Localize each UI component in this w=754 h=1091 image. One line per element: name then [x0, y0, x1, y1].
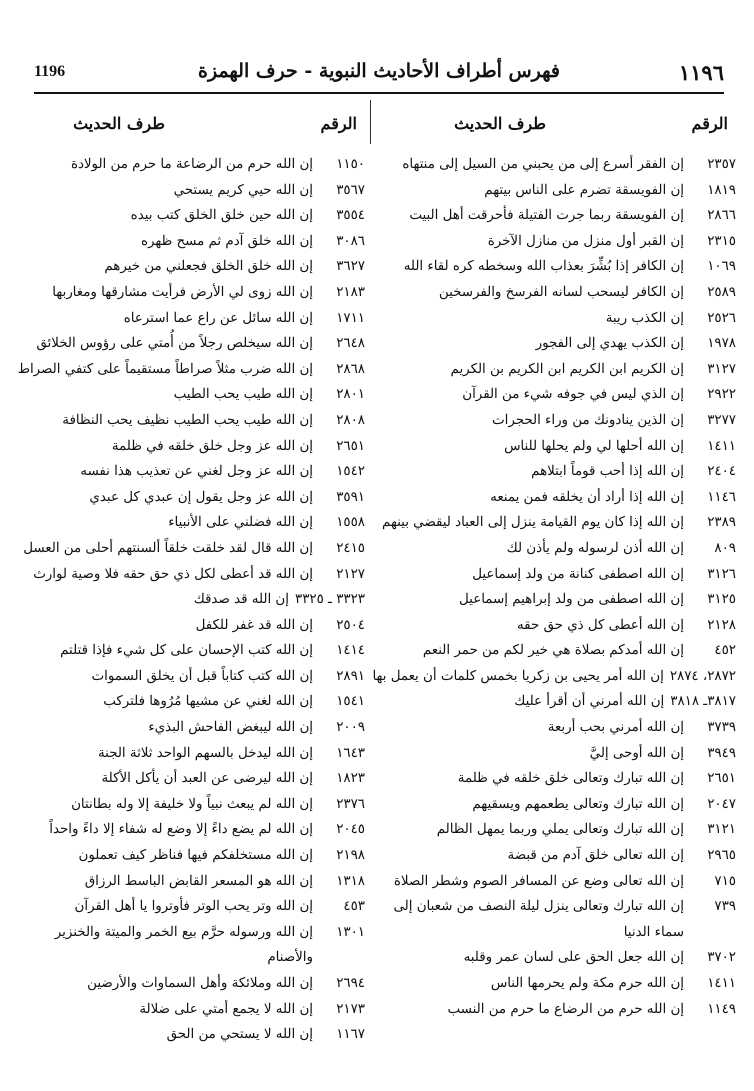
hadith-number: ١٦٤٣ — [336, 745, 365, 761]
hadith-text: إن الله أمرني بحب أربعة — [547, 720, 684, 736]
hadith-entry — [366, 510, 736, 536]
hadith-number: ٢١٢٨ — [707, 617, 736, 633]
hadith-number: ٢٩٢٢ — [707, 387, 736, 403]
hadith-entry — [22, 408, 365, 434]
left-column — [17, 100, 365, 1048]
hadith-entry — [366, 382, 736, 408]
hadith-entry — [366, 485, 736, 511]
hadith-entry — [366, 203, 736, 229]
hadith-entry — [366, 331, 736, 357]
hadith-text: إن الله أحلها لي ولم يحلها للناس — [504, 438, 684, 454]
hadith-text: إن الله لم يضع داءً إلا وضع له شفاء إلا داءً واحداً — [49, 822, 313, 838]
hadith-number: ١٠٦٩ — [707, 259, 736, 275]
hadith-entry — [366, 843, 736, 869]
hadith-entry — [22, 306, 365, 332]
hadith-text: إن الكذب ريبة — [605, 310, 684, 326]
hadith-number: ١٥٤٢ — [336, 464, 365, 480]
hadith-entry — [366, 613, 736, 639]
hadith-number: ٣٩٤٩ — [707, 745, 736, 761]
hadith-entry — [22, 792, 365, 818]
hadith-entry — [22, 741, 365, 767]
hadith-text: إن الله تبارك وتعالى خلق خلقه في ظلمة — [457, 771, 684, 787]
hadith-number: ٤٥٣ — [343, 899, 365, 915]
hadith-number: ٣١٢٧ — [707, 361, 736, 377]
hadith-entry — [22, 638, 365, 664]
page-title: فهرس أطراف الأحاديث النبوية - حرف الهمزة — [197, 60, 560, 82]
hadith-number: ٢٠٤٧ — [707, 796, 736, 812]
hadith-entry — [22, 920, 365, 971]
hadith-text: إن الله لا يستحي من الحق — [166, 1027, 313, 1043]
hadith-text: إن الله حرم من الرضاع ما حرم من النسب — [447, 1001, 684, 1017]
hadith-entry — [366, 894, 736, 945]
hadith-text: إن الله سيخلص رجلاً من أُمتي على رؤوس الخلائق — [36, 336, 313, 352]
hadith-text: إن الله وملائكة وأهل السماوات والأرضين — [87, 976, 313, 991]
hadith-number: ٢٨٦٨ — [336, 361, 365, 377]
hadith-entry — [22, 997, 365, 1023]
hadith-entry — [17, 357, 365, 383]
hadith-number: ٣٥٩١ — [336, 489, 365, 505]
page-number-latin: 1196 — [34, 63, 66, 80]
hadith-number: ٢٨٠١ — [336, 387, 365, 403]
hadith-text: إن الله خلق آدم ثم مسح ظهره — [141, 233, 313, 249]
hadith-number: ١١٥٠ — [336, 157, 365, 172]
hadith-text: إن الله مستخلفكم فيها فناظر كيف تعملون — [78, 848, 313, 864]
hadith-entry — [22, 689, 365, 715]
hadith-number: ٢٣٥٧ — [707, 157, 736, 172]
hadith-text: إن الله زوى لي الأرض فرأيت مشارقها ومغاربها — [52, 284, 313, 300]
hadith-text: إن الله اصطفى كنانة من ولد إسماعيل — [472, 566, 684, 582]
hadith-entry — [22, 536, 365, 562]
hadith-entry — [22, 510, 365, 536]
hadith-number: ٢٣١٥ — [707, 233, 736, 249]
hadith-entry — [366, 408, 736, 434]
hadith-entry — [22, 894, 365, 920]
hadith-number: ١٧١١ — [336, 310, 365, 326]
hadith-text: إن الله خلق الخلق فجعلني من خيرهم — [104, 259, 313, 275]
hadith-text: إن الله لم يبعث نبياً ولا خليفة إلا وله بطانتان — [71, 796, 313, 812]
hadith-number: ١٤١١ — [707, 976, 736, 991]
hadith-text: إن الله أوحى إليَّ — [589, 745, 684, 761]
hadith-text: إن الله سائل عن راع عما استرعاه — [123, 310, 313, 326]
hadith-number: ١٣١٨ — [336, 873, 365, 889]
hadith-number: ٢٦٩٤ — [336, 976, 365, 991]
hadith-number: ٣١٢٦ — [707, 566, 736, 582]
hadith-number: ٤٥٢ — [714, 643, 736, 659]
hadith-number: ١١٤٩ — [707, 1001, 736, 1017]
hadith-entry — [366, 997, 736, 1023]
hadith-number: ٢٣٧٦ — [336, 796, 365, 812]
hadith-number: ١٩٧٨ — [707, 336, 736, 352]
hadith-number: ٣١٢١ — [707, 822, 736, 838]
hadith-number: ٢٠٤٥ — [336, 822, 365, 838]
hadith-text: إن الكريم ابن الكريم ابن الكريم بن الكريم — [450, 361, 684, 377]
hadith-entry — [366, 792, 736, 818]
right-column — [366, 100, 736, 1022]
hadith-entry — [22, 382, 365, 408]
hadith-text: إن الله حرم مكة ولم يحرمها الناس — [490, 976, 684, 991]
hadith-number: ٧٣٩ — [714, 899, 736, 915]
hadith-text: إن الله حين خلق الخلق كتب بيده — [130, 208, 313, 224]
hadith-number: ٢٩٦٥ — [707, 848, 736, 864]
hadith-number: ٢٣٨٩ — [707, 515, 736, 531]
hadith-text: إن الله أمدكم بصلاة هي خير لكم من حمر النعم — [422, 643, 684, 659]
hadith-text: إن الله أمر يحيى بن زكريا بخمس كلمات أن يعمل بها — [372, 668, 664, 684]
hadith-entry — [366, 971, 736, 997]
hadith-entry — [366, 664, 736, 690]
hadith-number: ٨٠٩ — [714, 540, 736, 556]
hadith-number: ٣٨١٧ـ ٣٨١٨ — [670, 694, 736, 710]
hadith-number: ٣٧٣٩ — [707, 720, 736, 736]
hadith-text: إن الله وتر يحب الوتر فأوتروا يا أهل القرآن — [74, 899, 313, 915]
hadith-entry — [22, 562, 365, 588]
hadith-entry — [366, 178, 736, 204]
hadith-number: ٣٠٨٦ — [336, 233, 365, 249]
page-header — [34, 60, 724, 88]
hadith-text: إن الله تعالى خلق آدم من قبضة — [507, 848, 684, 864]
header-rule — [34, 92, 724, 94]
hadith-number: ١٨٢٣ — [336, 771, 365, 787]
hadith-number: ٢٨٦٦ — [707, 208, 736, 224]
hadith-text: إن الذي ليس في جوفه شيء من القرآن — [462, 387, 684, 403]
hadith-entry — [366, 587, 736, 613]
hadith-entry — [366, 306, 736, 332]
hadith-text: إن الله عز وجل لغني عن تعذيب هذا نفسه — [80, 464, 313, 480]
hadith-text: إن الله قد صدقك — [193, 592, 289, 608]
hadith-number: ٣٦٢٧ — [336, 259, 365, 275]
hadith-number: ٧١٥ — [714, 873, 736, 889]
hadith-number: ٢١٢٧ — [336, 566, 365, 582]
hadith-text: إن الله ورسوله حرَّم بيع الخمر والميتة والخنزير والأصنام — [54, 924, 313, 966]
hadith-number: ٢٥٨٩ — [707, 284, 736, 300]
hadith-text: إن الله اصطفى من ولد إبراهيم إسماعيل — [459, 592, 684, 608]
hadith-text: إن الله أعطى كل ذي حق حقه — [517, 617, 684, 633]
hadith-number: ٣٢٧٧ — [707, 412, 736, 428]
hadith-text: إن الله حرم من الرضاعة ما حرم من الولادة — [70, 157, 313, 172]
hadith-text: إن الله حيي كريم يستحي — [173, 182, 313, 198]
hadith-entry — [366, 945, 736, 971]
hadith-number: ٢٠٠٩ — [336, 720, 365, 736]
hadith-number: ٢٤٠٤ — [707, 464, 736, 480]
hadith-text: إن الله ليرضى عن العبد أن يأكل الأكلة — [101, 771, 313, 787]
hadith-text: إن الفويسقة ربما جرت الفتيلة فأحرقت أهل البيت — [409, 208, 684, 224]
hadith-number: ٢٦٤٨ — [336, 336, 365, 352]
hadith-text: إن الله قال لقد خلقت خلقاً ألسنتهم أحلى من العسل — [23, 540, 313, 556]
hadith-number: ١٤١٤ — [336, 643, 365, 659]
hadith-number: ٣٥٦٧ — [336, 182, 365, 198]
hadith-number: ٣٥٥٤ — [336, 208, 365, 224]
hadith-entry — [22, 1022, 365, 1048]
hadith-number: ١٣٠١ — [336, 924, 365, 940]
hadith-entry — [22, 971, 365, 997]
hadith-text: إن الله لا يجمع أمتي على ضلالة — [139, 1001, 313, 1017]
left-entries — [17, 152, 365, 1048]
hadith-entry — [22, 254, 365, 280]
hadith-text: إن الله تبارك وتعالى يملي وربما يمهل الظالم — [436, 822, 684, 838]
hadith-entry — [22, 434, 365, 460]
hadith-entry — [366, 229, 736, 255]
hadith-number: ١١٦٧ — [336, 1027, 365, 1043]
hadith-number: ١٥٤١ — [336, 694, 365, 710]
hadith-entry — [22, 331, 365, 357]
hadith-text: إن القبر أول منزل من منازل الآخرة — [487, 233, 684, 249]
hadith-entry — [366, 357, 736, 383]
text-column-heading: طرف الحديث — [454, 114, 546, 133]
hadith-text: إن الله طيب يحب الطيب نظيف يحب النظافة — [62, 412, 313, 428]
hadith-number: ٣٣٢٣ ـ ٣٣٢٥ — [295, 592, 365, 608]
hadith-entry — [366, 434, 736, 460]
hadith-text: إن الله كتب كتاباً قبل أن يخلق السموات — [91, 668, 313, 684]
hadith-number: ٢٨٠٨ — [336, 412, 365, 428]
hadith-text: إن الله فضلني على الأنبياء — [168, 515, 313, 531]
hadith-text: إن الكذب يهدي إلى الفجور — [535, 336, 684, 352]
hadith-text: إن الله أذن لرسوله ولم يأذن لك — [506, 540, 684, 556]
hadith-entry — [22, 152, 365, 178]
hadith-entry — [366, 152, 736, 178]
hadith-entry — [22, 664, 365, 690]
hadith-number: ٢٦٥١ — [707, 771, 736, 787]
hadith-text: إن الله تبارك وتعالى ينزل ليلة النصف من شعبان إلى سماء الدنيا — [393, 899, 684, 940]
hadith-entry — [366, 869, 736, 895]
hadith-entry — [366, 254, 736, 280]
hadith-entry — [22, 715, 365, 741]
hadith-entry — [366, 638, 736, 664]
hadith-text: إن الله تبارك وتعالى يطعمهم ويسقيهم — [472, 796, 684, 812]
hadith-text: إن الذين ينادونك من وراء الحجرات — [492, 412, 684, 428]
hadith-entry — [366, 536, 736, 562]
number-column-heading: الرقم — [691, 114, 728, 133]
hadith-text: إن الله ضرب مثلاً صراطاً مستقيماً على كتفي الصراط — [17, 361, 313, 377]
hadith-number: ١٤١١ — [707, 438, 736, 454]
right-column-header — [366, 100, 736, 140]
page-number-arabic: ١١٩٦ — [678, 60, 724, 85]
hadith-text: إن الله عز وجل خلق خلقه في ظلمة — [111, 438, 313, 454]
hadith-entry — [366, 459, 736, 485]
hadith-text: إن الله أمرني أن أقرأ عليك — [514, 694, 665, 710]
hadith-text: إن الله إذا كان يوم القيامة ينزل إلى العباد ليقضي بينهم — [382, 515, 684, 531]
hadith-text: إن الكافر ليسحب لسانه الفرسخ والفرسخين — [438, 284, 684, 300]
hadith-text: إن الله تعالى وضع عن المسافر الصوم وشطر الصلاة — [393, 873, 684, 889]
hadith-number: ٢٤١٥ — [336, 540, 365, 556]
hadith-text: إن الله قد غفر للكفل — [195, 617, 313, 633]
hadith-number: ٢١٩٨ — [336, 848, 365, 864]
hadith-entry — [22, 280, 365, 306]
hadith-text: إن الله جعل الحق على لسان عمر وقلبه — [463, 950, 684, 966]
hadith-entry — [22, 766, 365, 792]
text-column-heading: طرف الحديث — [73, 114, 165, 133]
hadith-number: ٢٥٠٤ — [336, 617, 365, 633]
hadith-entry — [366, 766, 736, 792]
hadith-entry — [366, 715, 736, 741]
hadith-number: ٢٨٩١ — [336, 668, 365, 684]
hadith-entry — [22, 459, 365, 485]
hadith-text: إن الله إذا أحب قوماً ابتلاهم — [531, 464, 684, 480]
hadith-text: إن الله عز وجل يقول إن عبدي كل عبدي — [89, 489, 313, 505]
hadith-text: إن الله إذا أراد أن يخلقه فمن يمنعه — [490, 489, 684, 505]
hadith-number: ٢٥٢٦ — [707, 310, 736, 326]
hadith-number: ٢١٨٣ — [336, 284, 365, 300]
hadith-number: ٢٨٧٢، ٢٨٧٤ — [669, 668, 736, 684]
hadith-entry — [22, 843, 365, 869]
hadith-number: ٢٦٥١ — [336, 438, 365, 454]
hadith-text: إن الفقر أسرع إلى من يحبني من السيل إلى منتهاه — [402, 157, 684, 172]
hadith-text: إن الله كتب الإحسان على كل شيء فإذا قتلتم — [60, 643, 313, 659]
hadith-text: إن الله قد أعطى لكل ذي حق حقه فلا وصية لوارث — [33, 566, 313, 582]
hadith-number: ١١٤٦ — [707, 489, 736, 505]
hadith-entry — [22, 203, 365, 229]
hadith-entry — [366, 280, 736, 306]
right-entries — [366, 152, 736, 1022]
hadith-text: إن الله هو المسعر القابض الباسط الرزاق — [84, 873, 313, 889]
hadith-entry — [22, 229, 365, 255]
hadith-text: إن الله طيب يحب الطيب — [173, 387, 313, 403]
hadith-number: ١٨١٩ — [707, 182, 736, 198]
hadith-number: ٣٧٠٢ — [707, 950, 736, 966]
hadith-number: ٢١٧٣ — [336, 1001, 365, 1017]
hadith-text: إن الله لغني عن مشيها مُرُوها فلتركب — [103, 694, 313, 710]
hadith-entry — [366, 562, 736, 588]
hadith-entry — [366, 689, 736, 715]
hadith-entry — [22, 817, 365, 843]
hadith-entry — [22, 587, 365, 613]
hadith-entry — [22, 613, 365, 639]
hadith-text: إن الفويسقة تضرم على الناس بيتهم — [484, 182, 684, 198]
hadith-entry — [22, 869, 365, 895]
hadith-number: ٣١٢٥ — [707, 592, 736, 608]
hadith-entry — [22, 485, 365, 511]
hadith-number: ١٥٥٨ — [336, 515, 365, 531]
hadith-text: إن الله ليبغض الفاحش البذيء — [148, 720, 313, 736]
hadith-entry — [366, 817, 736, 843]
hadith-entry — [366, 741, 736, 767]
hadith-entry — [22, 178, 365, 204]
left-column-header — [22, 100, 365, 140]
hadith-text: إن الله ليدخل بالسهم الواحد ثلاثة الجنة — [97, 745, 313, 761]
number-column-heading: الرقم — [320, 114, 357, 133]
hadith-text: إن الكافر إذا بُشِّرَ بعذاب الله وسخطه كره لقاء الله — [403, 259, 684, 275]
